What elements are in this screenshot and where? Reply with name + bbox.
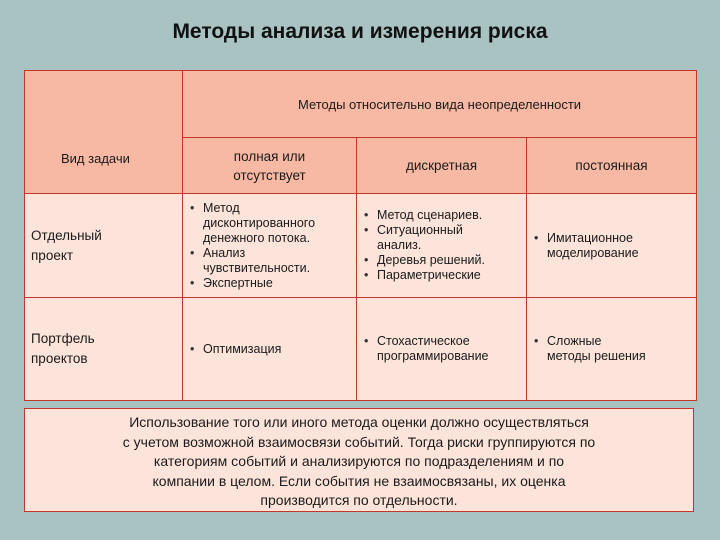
- page-title: Методы анализа и измерения риска: [172, 20, 548, 43]
- bullet-line: Ситуационный: [377, 223, 463, 237]
- column-header-cell: [357, 138, 527, 194]
- method-bullet: [377, 208, 526, 223]
- bullet-line: Оптимизация: [203, 341, 282, 356]
- method-bullet: [547, 231, 696, 261]
- method-cell: [357, 298, 527, 401]
- method-bullet: [203, 276, 356, 291]
- method-bullet: [377, 223, 526, 253]
- method-cell: [357, 194, 527, 298]
- bullet-line: дисконтированного: [203, 215, 316, 230]
- method-bullet: [203, 342, 356, 357]
- bullet-line: Анализ: [203, 245, 246, 260]
- column-header-cell: [527, 138, 697, 194]
- bullet-line: Деревья решений.: [377, 253, 485, 267]
- methods-table: [24, 70, 697, 401]
- method-bullet: [377, 334, 526, 364]
- method-bullet: [377, 268, 526, 283]
- bullet-line: Сложные: [547, 334, 602, 348]
- bullet-line: моделирование: [547, 245, 639, 260]
- bullet-line: Имитационное: [547, 230, 633, 245]
- summary-note: [24, 408, 694, 512]
- column-header-cell: [183, 138, 357, 194]
- note-line: категориям событий и анализируются по подразделениям и по: [153, 453, 565, 469]
- bullet-line: методы решения: [547, 349, 646, 363]
- column-header-line: дискретная: [405, 158, 478, 173]
- row-label-line: проектов: [31, 351, 88, 366]
- method-cell: [183, 298, 357, 401]
- corner-header-cell: [25, 71, 183, 194]
- bullet-line: программирование: [377, 349, 489, 363]
- note-line: производится по отдельности.: [260, 492, 458, 508]
- method-cell: [527, 194, 697, 298]
- column-header-line: отсутствует: [233, 167, 306, 183]
- note-line: компании в целом. Если события не взаимосвязаны, их оценка: [152, 472, 566, 489]
- method-cell: [527, 298, 697, 401]
- method-bullet: [203, 201, 356, 246]
- bullet-line: Стохастическое: [377, 334, 470, 348]
- row-label-line: проект: [31, 247, 74, 263]
- row-label-cell: [25, 194, 183, 298]
- method-bullet: [203, 246, 356, 276]
- method-bullet: [377, 253, 526, 268]
- column-header-line: постоянная: [575, 158, 648, 173]
- note-line: с учетом возможной взаимосвязи событий. Тогда риски группируются по: [122, 433, 596, 450]
- bullet-line: анализ.: [377, 238, 422, 252]
- bullet-line: Метод сценариев.: [377, 208, 483, 222]
- method-bullet: [547, 334, 696, 364]
- bullet-line: чувствительности.: [203, 260, 311, 275]
- row-label-cell: [25, 298, 183, 401]
- bullet-line: Метод: [203, 200, 240, 215]
- bullet-line: Экспертные: [203, 275, 273, 290]
- corner-label: Вид задачи: [61, 150, 130, 166]
- bullet-line: Параметрические: [377, 268, 481, 282]
- method-cell: [183, 194, 357, 298]
- bullet-line: денежного потока.: [203, 230, 311, 245]
- row-label-line: Портфель: [31, 331, 95, 346]
- group-header-cell: [183, 71, 697, 138]
- row-label-line: Отдельный: [31, 227, 102, 243]
- note-line: Использование того или иного метода оценки должно осуществляться: [129, 414, 589, 430]
- group-header: Методы относительно вида неопределенности: [297, 96, 582, 112]
- column-header-line: полная или: [233, 148, 306, 164]
